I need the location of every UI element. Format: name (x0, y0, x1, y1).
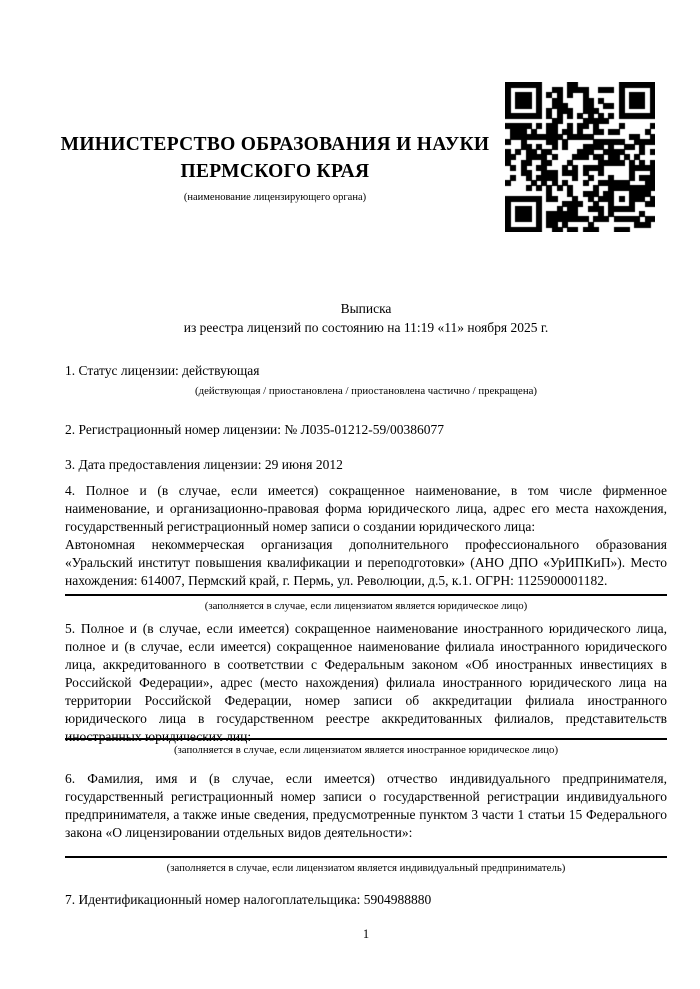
document-title-line2: из реестра лицензий по состоянию на 11:19 «11» ноября 2025 г. (183, 320, 549, 335)
registration-number-text: 2. Регистрационный номер лицензии: № Л035-01212-59/00386077 (65, 422, 445, 437)
page-number: 1 (362, 927, 370, 941)
individual-entrepreneur-text: 6. Фамилия, имя и (в случае, если имеется) отчество индивидуального предпринимателя, государственный регистрационный номер записи о государственной регистрации индивидуального предпринимателя, а также иные сведения, предусмотренные пунктом 3 части 1 статьи 15 Федерального закона «О лицензировании отдельных видов деятельности»: (65, 771, 667, 840)
legal-entity-caption: (заполняется в случае, если лицензиатом является юридическое лицо) (204, 600, 528, 612)
document-title-line1: Выписка (340, 301, 392, 316)
document-title (65, 299, 667, 337)
legal-entity-section (65, 482, 667, 596)
grant-date-text: 3. Дата предоставления лицензии: 29 июня 2012 (65, 457, 343, 472)
foreign-entity-section (65, 620, 667, 744)
ministry-name-line1: МИНИСТЕРСТВО ОБРАЗОВАНИЯ И НАУКИ (60, 134, 490, 155)
taxpayer-id-text: 7. Идентификационный номер налогоплательщика: 5904988880 (65, 892, 432, 907)
individual-entrepreneur-section (65, 770, 667, 858)
qr-code-canvas (505, 82, 655, 232)
individual-entrepreneur-caption: (заполняется в случае, если лицензиатом является индивидуальный предприниматель) (166, 862, 566, 874)
license-status-text: 1. Статус лицензии: действующая (65, 363, 260, 378)
qr-code-icon (505, 82, 655, 232)
licensing-authority-caption: (наименование лицензирующего органа) (183, 192, 367, 203)
foreign-entity-caption: (заполняется в случае, если лицензиатом является иностранное юридическое лицо) (173, 744, 559, 756)
ministry-name-line2: ПЕРМСКОГО КРАЯ (180, 161, 370, 182)
legal-entity-value: Автономная некоммерческая организация дополнительного профессионального образования «Уральский институт повышения квалификации и переподготовки» (АНО ДПО «УрИПКиП»). Место нахождения: 614007, Пермский край, г. Пермь, ул. Революции, д.5, к.1. ОГРН: 1125900001182. (65, 537, 667, 588)
foreign-entity-text: 5. Полное и (в случае, если имеется) сокращенное наименование иностранного юридического лица, полное и (в случае, если имеется) сокращенное наименование филиала иностранного юридического лица, аккредитованного в соответствии с Федеральным законом «Об иностранных инвестициях в Российской Федерации», адрес (место нахождения) филиала иностранного юридического лица на территории Российской Федерации, номер записи об аккредитации филиала иностранного юридического лица в государственном реестре аккредитованных филиалов, представительств иностранных юридических лиц: (65, 621, 667, 744)
licensing-authority-header (38, 131, 512, 204)
license-status-caption: (действующая / приостановлена / приостановлена частично / прекращена) (195, 385, 537, 397)
legal-entity-text: 4. Полное и (в случае, если имеется) сокращенное наименование, в том числе фирменное наименование, и организационно-правовая форма юридического лица, адрес его места нахождения, государственный регистрационный номер записи о создании юридического лица: (65, 483, 667, 534)
